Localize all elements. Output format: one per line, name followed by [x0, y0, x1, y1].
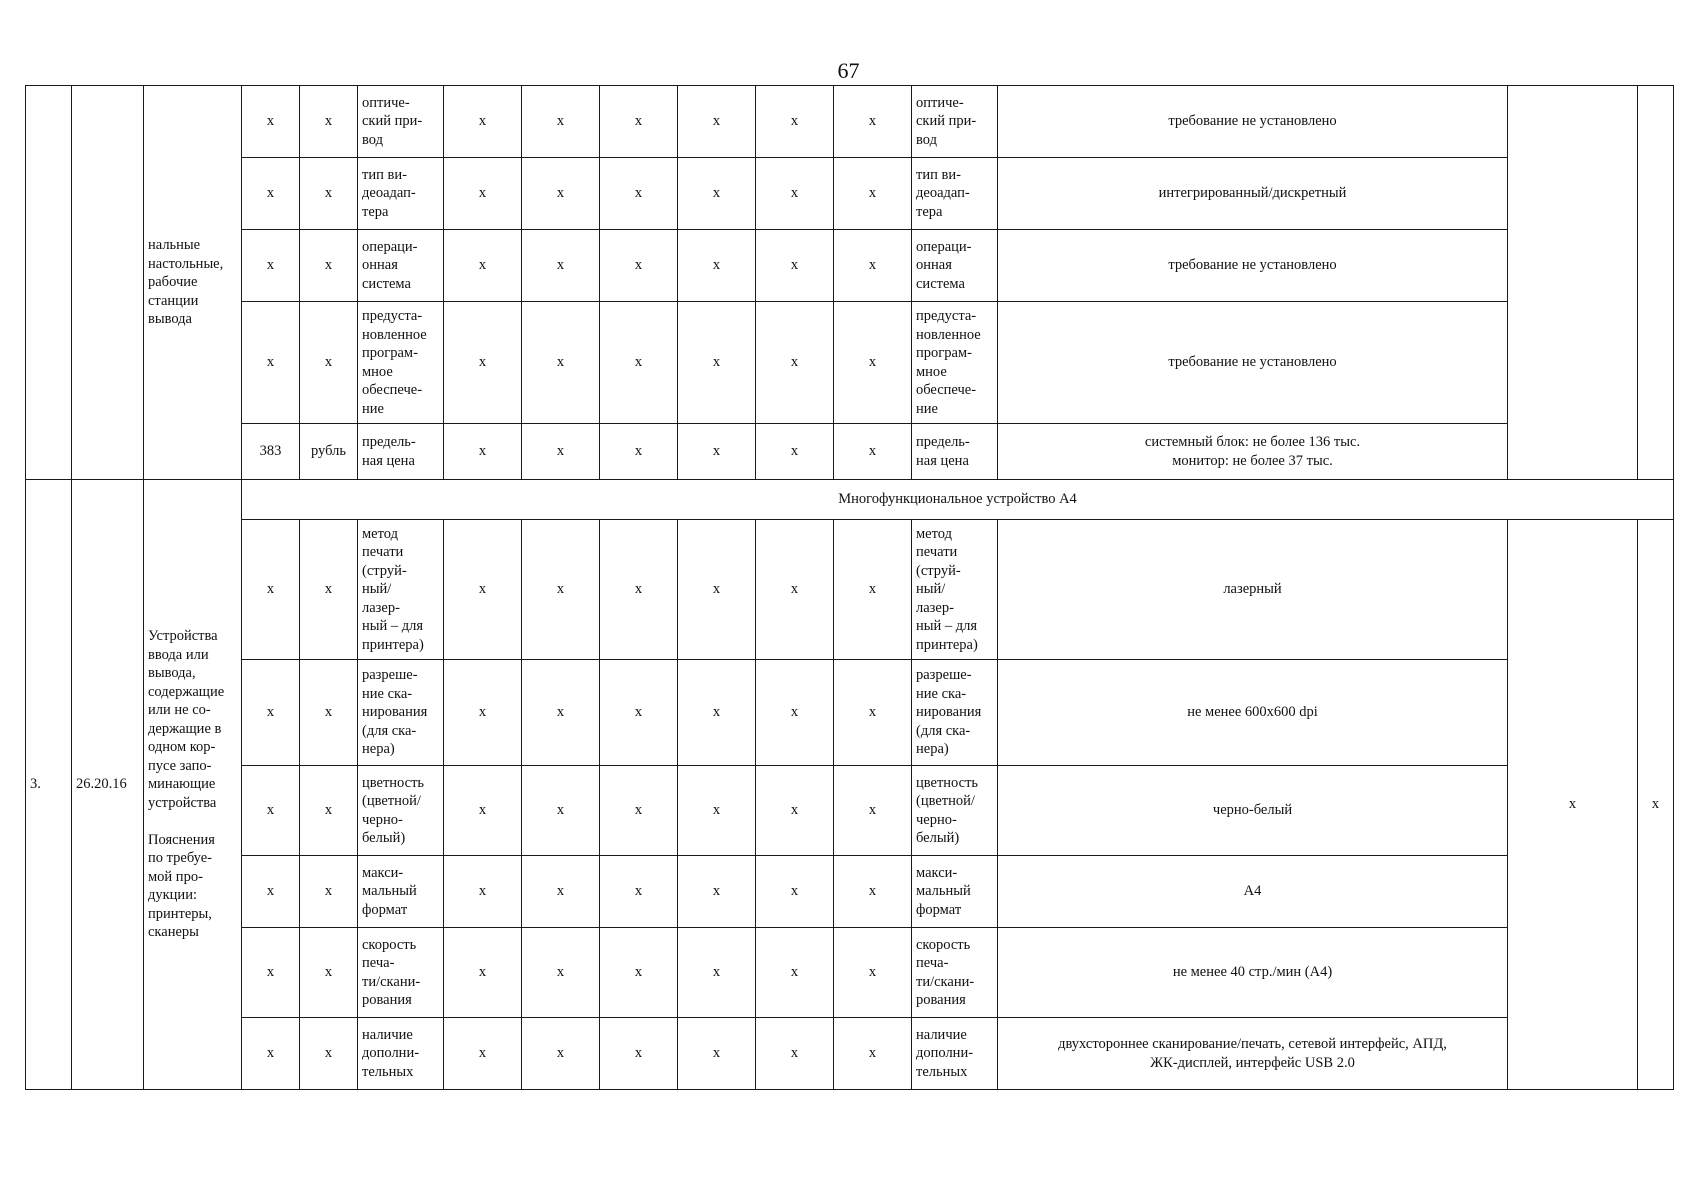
characteristic-cell-line: тера [362, 203, 389, 220]
characteristic-cell-2 [912, 660, 998, 766]
product-name-cell-line: настольные, [148, 255, 224, 272]
product-name-cell-line: ввода или [148, 646, 209, 663]
value-cell: x [756, 1018, 834, 1090]
characteristic-cell-line: ние ска- [362, 685, 413, 702]
value-cell: x [600, 856, 678, 928]
requirement-value-cell-line: требование не установлено [1168, 354, 1337, 371]
characteristic-cell-line: формат [362, 901, 408, 918]
requirement-value-cell-line: черно-белый [1212, 802, 1293, 819]
requirement-value-cell-line: двухстороннее сканирование/печать, сетевой интерфейс, АПД, [1058, 1036, 1447, 1052]
characteristic-cell-2-line: тип ви- [916, 166, 961, 183]
characteristic-cell-2-line: обеспече- [916, 382, 977, 398]
characteristic-cell-line: черно- [362, 811, 403, 828]
characteristic-cell-line: ти/скани- [362, 973, 421, 990]
characteristic-cell [358, 856, 444, 928]
characteristic-cell-line: нера) [362, 741, 395, 758]
unit-name-cell: x [300, 928, 358, 1018]
value-cell: x [522, 1018, 600, 1090]
unit-name-cell: x [300, 520, 358, 660]
value-cell: x [678, 928, 756, 1018]
product-name-cell-line: по требуе- [148, 850, 212, 867]
unit-code-cell: x [242, 302, 300, 424]
product-name-cell-line: или не со- [148, 702, 211, 719]
characteristic-cell-line: печа- [362, 955, 395, 971]
value-cell: x [756, 520, 834, 660]
product-name-cell [144, 86, 242, 480]
characteristic-cell-2-line: оптиче- [916, 94, 964, 111]
value-cell: x [444, 856, 522, 928]
characteristic-cell-line: мное [362, 363, 393, 380]
characteristic-cell-2-line: предель- [916, 434, 970, 450]
characteristic-cell-2-line: (цветной/ [916, 793, 975, 809]
unit-code-cell: x [242, 230, 300, 302]
table-row [26, 302, 1674, 424]
characteristic-cell-line: ная цена [362, 452, 415, 469]
value-cell: x [756, 660, 834, 766]
unit-code-cell: x [242, 86, 300, 158]
requirement-value-cell-line: А4 [1243, 883, 1262, 900]
product-header-cell: Многофункциональное устройство А4 [242, 480, 1674, 520]
characteristic-cell-line: предель- [362, 434, 416, 450]
value-cell: x [522, 230, 600, 302]
requirement-value-cell-line: системный блок: не более 136 тыс. [1144, 434, 1361, 450]
unit-name-cell: рубль [300, 424, 358, 480]
characteristic-cell-2-line: ти/скани- [916, 973, 975, 990]
value-cell: x [834, 230, 912, 302]
characteristic-cell-2-line: (для ска- [916, 722, 971, 739]
characteristic-cell-line: (струй- [362, 562, 407, 579]
value-cell: x [444, 424, 522, 480]
value-cell: x [834, 660, 912, 766]
table-row [26, 1018, 1674, 1090]
table-row [26, 230, 1674, 302]
product-name-cell-line: дукции: [148, 887, 197, 904]
requirement-value-cell [998, 86, 1508, 158]
characteristic-cell [358, 86, 444, 158]
value-cell: x [522, 928, 600, 1018]
table-row [26, 424, 1674, 480]
requirements-table [25, 85, 1674, 1090]
product-name-cell-line: нальные [148, 237, 201, 254]
unit-name-cell: x [300, 302, 358, 424]
requirement-value-cell-line: лазерный [1223, 581, 1282, 598]
characteristic-cell-line: макси- [362, 864, 404, 881]
characteristic-cell-line: белый) [362, 830, 406, 846]
value-cell: x [600, 1018, 678, 1090]
value-cell: x [678, 158, 756, 230]
requirement-value-cell-line: требование не установлено [1168, 257, 1337, 274]
characteristic-cell-line: печати [362, 544, 404, 561]
product-name-cell-line: минающие [148, 776, 216, 793]
value-cell: x [678, 230, 756, 302]
characteristic-cell-2 [912, 1018, 998, 1090]
product-name-cell-line: сканеры [148, 924, 199, 941]
characteristic-cell [358, 928, 444, 1018]
characteristic-cell-2-line: печа- [916, 955, 949, 971]
characteristic-cell-2-line: печати [916, 544, 958, 561]
characteristic-cell-line: предуста- [362, 308, 423, 324]
characteristic-cell-line: деоадап- [362, 185, 416, 202]
characteristic-cell-line: (для ска- [362, 722, 417, 739]
value-cell: x [678, 302, 756, 424]
value-cell: x [834, 86, 912, 158]
characteristic-cell-line: разреше- [362, 667, 418, 684]
table-row [26, 766, 1674, 856]
value-cell: x [444, 86, 522, 158]
product-name-cell [144, 480, 242, 1090]
okpd-code-cell: 26.20.16 [72, 480, 144, 1090]
product-name-cell-line: одном кор- [148, 739, 216, 756]
page-number: 67 [837, 58, 860, 83]
characteristic-cell-2-line: нера) [916, 741, 949, 758]
characteristic-cell-2-line: ная цена [916, 452, 969, 469]
value-cell: x [678, 86, 756, 158]
value-cell: x [678, 424, 756, 480]
value-cell: x [600, 230, 678, 302]
table-row [26, 520, 1674, 660]
characteristic-cell-line: ный – для [362, 618, 424, 635]
characteristic-cell-2 [912, 928, 998, 1018]
value-cell: x [756, 766, 834, 856]
requirement-value-cell-line: монитор: не более 37 тыс. [1172, 452, 1333, 469]
unit-code-cell: x [242, 928, 300, 1018]
value-cell: x [834, 424, 912, 480]
value-cell: x [756, 856, 834, 928]
characteristic-cell-2-line: дополни- [916, 1045, 974, 1062]
unit-name-cell: x [300, 766, 358, 856]
value-cell: x [522, 158, 600, 230]
characteristic-cell-line: операци- [362, 238, 418, 255]
characteristic-cell-line: ский при- [362, 113, 423, 130]
characteristic-cell-2-line: мальный [916, 883, 971, 900]
characteristic-cell-line: дополни- [362, 1045, 420, 1062]
value-cell: x [834, 856, 912, 928]
characteristic-cell-2-line: разреше- [916, 667, 972, 684]
table-row [26, 86, 1674, 158]
value-cell: x [600, 766, 678, 856]
characteristic-cell-2-line: макси- [916, 864, 958, 881]
characteristic-cell-line: мальный [362, 883, 417, 900]
characteristic-cell-line: (цветной/ [362, 793, 421, 809]
characteristic-cell [358, 766, 444, 856]
characteristic-cell-2-line: ный – для [916, 618, 978, 635]
unit-code-cell: 383 [242, 424, 300, 480]
value-cell: x [444, 928, 522, 1018]
product-name-cell-line: Устройства [148, 628, 218, 645]
value-cell: x [756, 424, 834, 480]
unit-name-cell: x [300, 660, 358, 766]
characteristic-cell-2-line: операци- [916, 238, 972, 255]
characteristic-cell-2-line: ние [916, 400, 938, 417]
unit-name-cell: x [300, 158, 358, 230]
product-name-cell-line: мой про- [148, 868, 203, 885]
product-name-cell-line: рабочие [148, 274, 198, 291]
extra-cell-2 [1638, 86, 1674, 480]
characteristic-cell-line: система [362, 275, 411, 292]
requirement-value-cell-line: не менее 40 стр./мин (А4) [1172, 964, 1333, 981]
requirement-value-cell-line: интегрированный/дискретный [1158, 185, 1347, 202]
characteristic-cell-line: нирования [362, 704, 428, 721]
product-name-cell-line: устройства [148, 794, 217, 811]
characteristic-cell [358, 158, 444, 230]
characteristic-cell-2-line: тельных [916, 1063, 968, 1080]
requirement-value-cell [998, 766, 1508, 856]
value-cell: x [834, 766, 912, 856]
product-name-cell-line [148, 812, 237, 831]
value-cell: x [678, 766, 756, 856]
characteristic-cell-line: метод [362, 525, 398, 542]
characteristic-cell-2-line: програм- [916, 345, 972, 361]
value-cell: x [600, 520, 678, 660]
product-name-cell-line: вывода, [148, 665, 196, 682]
value-cell: x [678, 1018, 756, 1090]
extra-cell-2: x [1638, 520, 1674, 1090]
characteristic-cell [358, 1018, 444, 1090]
table-row [26, 660, 1674, 766]
value-cell: x [522, 302, 600, 424]
value-cell: x [522, 86, 600, 158]
value-cell: x [444, 158, 522, 230]
characteristic-cell-2-line: онная [916, 257, 952, 274]
product-name-cell-line: Пояснения [148, 831, 215, 848]
characteristic-cell-2-line: ный/ [916, 581, 946, 598]
characteristic-cell-2-line: цветность [916, 774, 979, 791]
characteristic-cell-2-line: деоадап- [916, 185, 970, 202]
characteristic-cell-2-line: ние ска- [916, 685, 967, 702]
table-row [26, 928, 1674, 1018]
characteristic-cell-2 [912, 158, 998, 230]
value-cell: x [834, 928, 912, 1018]
unit-code-cell: x [242, 856, 300, 928]
characteristic-cell-line: тельных [362, 1063, 414, 1080]
unit-name-cell: x [300, 86, 358, 158]
characteristic-cell-2-line: лазер- [916, 599, 954, 616]
product-name-cell-line: принтеры, [148, 905, 212, 922]
value-cell: x [444, 520, 522, 660]
product-name-cell-line: пусе запо- [148, 757, 212, 774]
requirement-value-cell [998, 230, 1508, 302]
characteristic-cell-2-line: рования [916, 992, 966, 1008]
row-number-cell [26, 86, 72, 480]
unit-code-cell: x [242, 158, 300, 230]
extra-cell-1 [1508, 86, 1638, 480]
characteristic-cell-2-line: новленное [916, 326, 981, 343]
unit-code-cell: x [242, 520, 300, 660]
product-name-cell-line: содержащие [148, 683, 225, 700]
value-cell: x [756, 86, 834, 158]
product-name-cell-line: станции [148, 292, 199, 309]
characteristic-cell [358, 424, 444, 480]
characteristic-cell-line: цветность [362, 774, 425, 791]
characteristic-cell-2 [912, 856, 998, 928]
table-row [26, 480, 1674, 520]
characteristic-cell-2-line: нирования [916, 704, 982, 721]
value-cell: x [756, 928, 834, 1018]
value-cell: x [756, 230, 834, 302]
requirement-value-cell-line: ЖК-дисплей, интерфейс USB 2.0 [1150, 1054, 1355, 1071]
value-cell: x [834, 158, 912, 230]
characteristic-cell-line: лазер- [362, 599, 400, 616]
value-cell: x [444, 1018, 522, 1090]
value-cell: x [444, 766, 522, 856]
value-cell: x [522, 424, 600, 480]
product-name-cell-line: вывода [148, 311, 192, 328]
characteristic-cell-line: програм- [362, 345, 418, 361]
value-cell: x [522, 660, 600, 766]
row-number-cell: 3. [26, 480, 72, 1090]
characteristic-cell [358, 520, 444, 660]
requirement-value-cell [998, 660, 1508, 766]
value-cell: x [444, 660, 522, 766]
value-cell: x [444, 230, 522, 302]
requirement-value-cell [998, 1018, 1508, 1090]
value-cell: x [522, 856, 600, 928]
characteristic-cell-line: новленное [362, 326, 427, 343]
characteristic-cell-2 [912, 86, 998, 158]
value-cell: x [600, 302, 678, 424]
characteristic-cell-2-line: мное [916, 363, 947, 380]
characteristic-cell-line: ный/ [362, 581, 392, 598]
characteristic-cell-line: тип ви- [362, 166, 407, 183]
characteristic-cell-2-line: ский при- [916, 113, 977, 130]
characteristic-cell-line: рования [362, 992, 412, 1008]
product-name-cell-line: держащие в [148, 720, 222, 737]
requirement-value-cell [998, 424, 1508, 480]
characteristic-cell-2-line: черно- [916, 811, 957, 828]
characteristic-cell-2 [912, 520, 998, 660]
table-row [26, 856, 1674, 928]
characteristic-cell-2 [912, 424, 998, 480]
characteristic-cell-2-line: принтера) [916, 636, 978, 653]
characteristic-cell-line: ние [362, 400, 384, 417]
characteristic-cell-2-line: предуста- [916, 308, 977, 324]
unit-name-cell: x [300, 230, 358, 302]
characteristic-cell-line: принтера) [362, 636, 424, 653]
characteristic-cell-2-line: система [916, 275, 965, 292]
value-cell: x [834, 302, 912, 424]
value-cell: x [600, 86, 678, 158]
requirement-value-cell [998, 302, 1508, 424]
characteristic-cell-line: онная [362, 257, 398, 274]
requirement-value-cell [998, 928, 1508, 1018]
value-cell: x [756, 302, 834, 424]
characteristic-cell [358, 660, 444, 766]
value-cell: x [600, 424, 678, 480]
characteristic-cell-2-line: (струй- [916, 562, 961, 579]
value-cell: x [678, 660, 756, 766]
characteristic-cell-2-line: белый) [916, 830, 960, 846]
okpd-code-cell [72, 86, 144, 480]
requirement-value-cell-line: требование не установлено [1168, 113, 1337, 130]
characteristic-cell-2 [912, 766, 998, 856]
value-cell: x [834, 1018, 912, 1090]
value-cell: x [756, 158, 834, 230]
value-cell: x [444, 302, 522, 424]
value-cell: x [522, 520, 600, 660]
characteristic-cell [358, 230, 444, 302]
characteristic-cell-2-line: скорость [916, 936, 971, 953]
characteristic-cell-line: скорость [362, 936, 417, 953]
unit-code-cell: x [242, 660, 300, 766]
requirement-value-cell-line: не менее 600x600 dpi [1187, 704, 1318, 721]
characteristic-cell-2-line: формат [916, 901, 962, 918]
characteristic-cell-2-line: вод [916, 131, 937, 148]
characteristic-cell-2-line: тера [916, 203, 943, 220]
unit-name-cell: x [300, 1018, 358, 1090]
table-row [26, 158, 1674, 230]
characteristic-cell-2 [912, 302, 998, 424]
unit-code-cell: x [242, 766, 300, 856]
requirement-value-cell [998, 158, 1508, 230]
value-cell: x [834, 520, 912, 660]
unit-code-cell: x [242, 1018, 300, 1090]
value-cell: x [678, 856, 756, 928]
value-cell: x [600, 158, 678, 230]
value-cell: x [522, 766, 600, 856]
characteristic-cell-line: обеспече- [362, 382, 423, 398]
unit-name-cell: x [300, 856, 358, 928]
characteristic-cell-2-line: метод [916, 525, 952, 542]
characteristic-cell-line: наличие [362, 1026, 413, 1043]
characteristic-cell-line: оптиче- [362, 94, 410, 111]
characteristic-cell-line: вод [362, 131, 383, 148]
value-cell: x [600, 928, 678, 1018]
characteristic-cell [358, 302, 444, 424]
characteristic-cell-2-line: наличие [916, 1026, 967, 1043]
requirement-value-cell [998, 856, 1508, 928]
value-cell: x [600, 660, 678, 766]
characteristic-cell-2 [912, 230, 998, 302]
value-cell: x [678, 520, 756, 660]
requirement-value-cell [998, 520, 1508, 660]
extra-cell-1: x [1508, 520, 1638, 1090]
